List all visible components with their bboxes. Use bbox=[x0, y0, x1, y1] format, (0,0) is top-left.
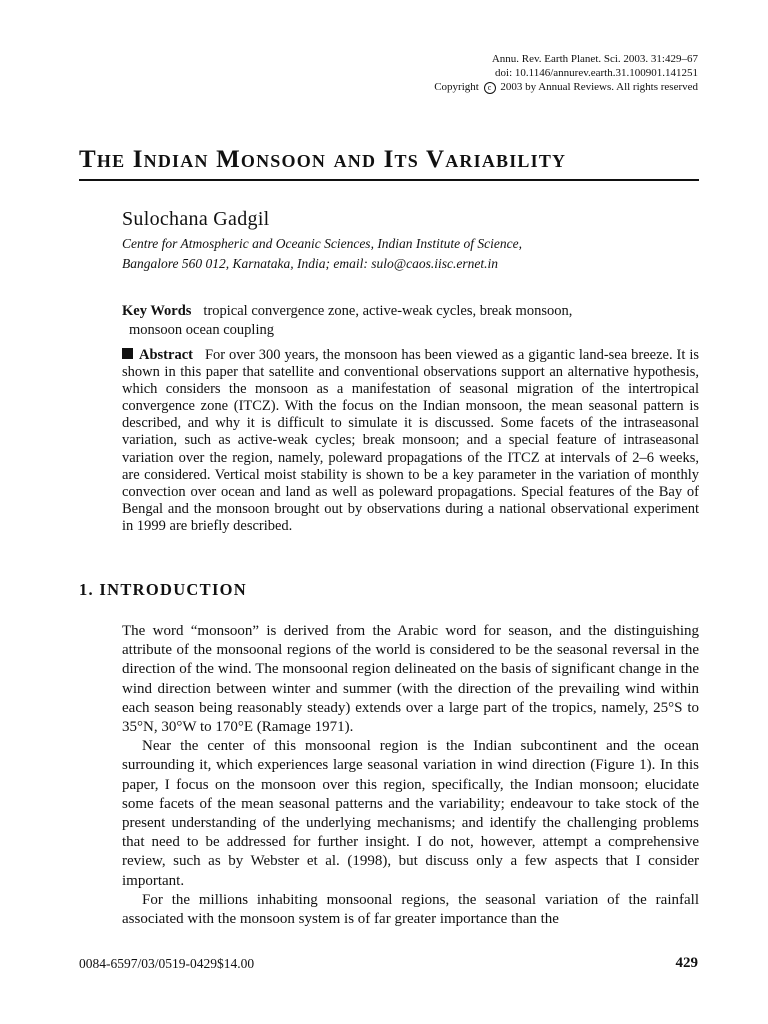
abstract-square-icon bbox=[122, 348, 133, 359]
journal-header bbox=[434, 52, 698, 94]
paragraph-1: The word “monsoon” is derived from the Arabic word for season, and the distinguishing attribute of the monsoonal regions of the world is considered to be the seasonal reversal in the direction of the wind. The monsoonal region delineated on the basis of significant change in the wind direction between winter and summer (with the direction of the prevailing wind within each season being reasonably steady) extends over a large part of the tropics, namely, 25°S to 35°N, 30°W to 170°E (Ramage 1971). bbox=[122, 623, 699, 736]
copyright-icon: c bbox=[484, 82, 496, 94]
abstract-label: Abstract bbox=[139, 347, 193, 363]
author-name: Sulochana Gadgil bbox=[122, 208, 270, 230]
paragraph-2: Near the center of this monsoonal region is the Indian subcontinent and the ocean surrounding it, which experiences large seasonal variation in wind direction (Figure 1). In this paper, I focus on the monsoon over this region, specifically, the Indian monsoon; elucidate some facets of the mean seasonal patterns and the variability; endeavour to take stock of the present understanding of the underlying mechanisms; and identify the challenging problems that need to be addressed for further insight. I do not, however, attempt a comprehensive review, such as by Webster et al. (1998), but discuss only a few aspects that I consider important. bbox=[122, 738, 699, 889]
author-affiliation bbox=[122, 234, 682, 274]
affiliation-line-2: Bangalore 560 012, Karnataka, India; email: sulo@caos.iisc.ernet.in bbox=[122, 256, 499, 271]
section-heading: 1. INTRODUCTION bbox=[79, 580, 248, 599]
title-divider bbox=[79, 179, 699, 181]
keywords-label: Key Words bbox=[122, 303, 192, 319]
abstract-block bbox=[122, 347, 699, 535]
copyright-prefix: Copyright bbox=[434, 81, 479, 93]
keywords-line-1: tropical convergence zone, active-weak cycles, break monsoon, bbox=[203, 303, 573, 319]
copyright-suffix: 2003 by Annual Reviews. All rights reserved bbox=[500, 81, 698, 93]
keywords-block bbox=[122, 302, 698, 340]
paragraph-3: For the millions inhabiting monsoonal regions, the seasonal variation of the rainfall associated with the monsoon system is of far greater importance than the bbox=[122, 891, 699, 928]
article-title: The Indian Monsoon and Its Variability bbox=[79, 146, 567, 173]
journal-citation: Annu. Rev. Earth Planet. Sci. 2003. 31:429–67 bbox=[491, 53, 698, 65]
copyright-line bbox=[434, 80, 698, 94]
affiliation-line-1: Centre for Atmospheric and Oceanic Sciences, Indian Institute of Science, bbox=[122, 236, 523, 251]
abstract-text: For over 300 years, the monsoon has been viewed as a gigantic land-sea breeze. It is shown in this paper that satellite and conventional observations support an alternative hypothesis, which considers the monsoon as a manifestation of seasonal migration of the intertropical convergence zone (ITCZ). With the focus on the Indian monsoon, the mean seasonal pattern is described, and why it is difficult to simulate it is discussed. Some facets of the intraseasonal variation, such as active-weak cycles; break monsoon; and a special feature of intraseasonal variation over the region, namely, poleward propagations of the ITCZ at intervals of 2–6 weeks, are considered. Vertical moist stability is shown to be a key parameter in the variation of monthly convection over ocean and land as well as poleward propagations. Special features of the Bay of Bengal and the monsoon brought out by observations during a national observational experiment in 1999 are briefly described. bbox=[122, 347, 699, 534]
doi-line: doi: 10.1146/annurev.earth.31.100901.141251 bbox=[495, 67, 698, 79]
page-number: 429 bbox=[675, 955, 698, 971]
keywords-line-2: monsoon ocean coupling bbox=[129, 322, 274, 338]
footer-code: 0084-6597/03/0519-0429$14.00 bbox=[79, 956, 255, 971]
body-text bbox=[122, 622, 699, 929]
